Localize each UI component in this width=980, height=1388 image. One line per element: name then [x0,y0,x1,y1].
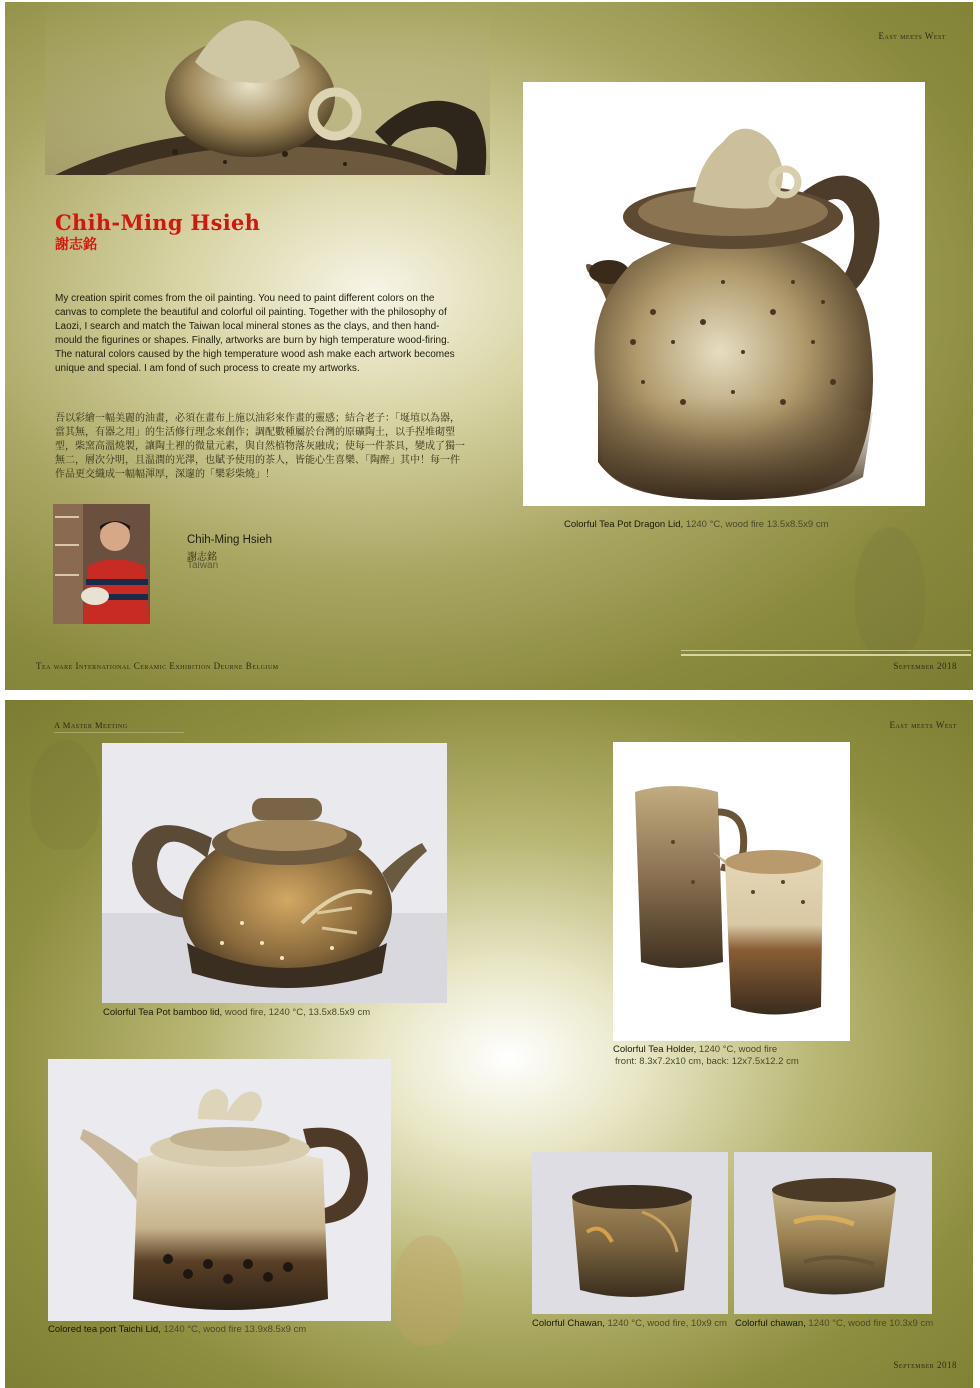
chawan-two-caption [735,1318,945,1330]
artist-statement-english [55,292,460,376]
caption-title: Colorful Chawan, [532,1318,605,1329]
footer-exhibition-label: Tea ware International Ceramic Exhibition Deurne Belgium [36,661,279,671]
chawan-two-photo [734,1152,932,1314]
caption-line-1 [613,1044,873,1056]
caption-detail: 1240 °C, wood fire 13.5x8.5x9 cm [683,519,829,530]
portrait-artist-country: Taiwan [187,560,219,571]
header-right-label: East meets West [889,720,957,730]
artist-portrait-photo [53,504,150,624]
decorative-silhouette [855,527,925,657]
page-one [5,2,973,690]
caption-detail: 1240 °C, wood fire 10.3x9 cm [805,1318,934,1329]
header-rule [54,732,184,733]
caption-line-2: front: 8.3x7.2x10 cm, back: 12x7.5x12.2 cm [615,1056,799,1067]
footer-rule [681,650,971,651]
chawan-one-caption [532,1318,732,1330]
header-right-label: East meets West [878,31,946,41]
caption-title: Colorful Tea Pot bamboo lid, [103,1007,223,1018]
caption-detail: 1240 °C, wood fire 13.9x8.5x9 cm [160,1324,307,1335]
teapot-taichi-lid-photo [48,1059,391,1321]
page-two [5,700,973,1388]
footer-rule-2 [681,654,971,656]
teapot-taichi-lid-caption [48,1324,408,1336]
banner-teapot-lid-image [45,2,490,175]
footer-date: September 2018 [893,661,957,671]
caption-title: Colorful chawan, [735,1318,806,1329]
tea-holder-caption [613,1044,873,1068]
header-left-label: A Master Meeting [54,720,128,730]
teapot-bamboo-lid-caption [103,1007,463,1019]
caption-detail: wood fire, 1240 °C, 13.5x8.5x9 cm [222,1007,371,1018]
caption-title: Colored tea port Taichi Lid, [48,1324,161,1335]
portrait-artist-name: Chih-Ming Hsieh [187,534,273,546]
caption-detail: 1240 °C, wood fire [696,1044,778,1055]
statement-paragraph-2: The natural colors caused by the high temperature wood ash make each artwork becomes unique and special. I am fond of such process to create my artworks. [55,349,455,374]
statement-paragraph-1: My creation spirit comes from the oil painting. You need to paint different colors on the canvas to complete the beautiful and colorful oil painting. Together with the philosophy of Laozi, I search and match the Taiwan local mineral stones as the clays, and then hand-mould the figurines or shapes. Finally, artworks are burn by high temperature wood-firing. [55,293,450,346]
tea-holder-photo [613,742,850,1041]
artist-name-title: Chih-Ming Hsieh [55,210,261,235]
artist-name-chinese: 謝志銘 [55,236,97,252]
teapot-dragon-lid-photo [523,82,925,506]
caption-title: Colorful Tea Pot Dragon Lid, [564,519,684,530]
artist-statement-chinese: 吾以彩繪一幅美麗的油畫，必須在畫布上施以油彩來作畫的靈感；結合老子：「埏埴以為器，當其無，有器之用」的生活修行理念來創作；調配數種屬於台灣的原礦陶土，以手捏堆砌塑型，柴窯高溫燒製，讓陶土裡的微量元素，與自然植物落灰融成；使每一件茶具，變成了獨一無二，層次分明，且温潤的光澤，也賦予使用的茶人，皆能心生喜樂、「陶醉」其中！每一件作品更交織成一幅幅渾厚，深邃的「樂彩柴燒」！ [55,413,465,480]
caption-detail: 1240 °C, wood fire, 10x9 cm [604,1318,727,1329]
chawan-one-photo [532,1152,728,1314]
decorative-silhouette-left [30,740,100,850]
teapot-bamboo-lid-photo [102,743,447,1003]
footer-date: September 2018 [893,1360,957,1370]
portrait-artist-name-chinese: 謝志銘 [187,552,217,563]
caption-title: Colorful Tea Holder, [613,1044,697,1055]
